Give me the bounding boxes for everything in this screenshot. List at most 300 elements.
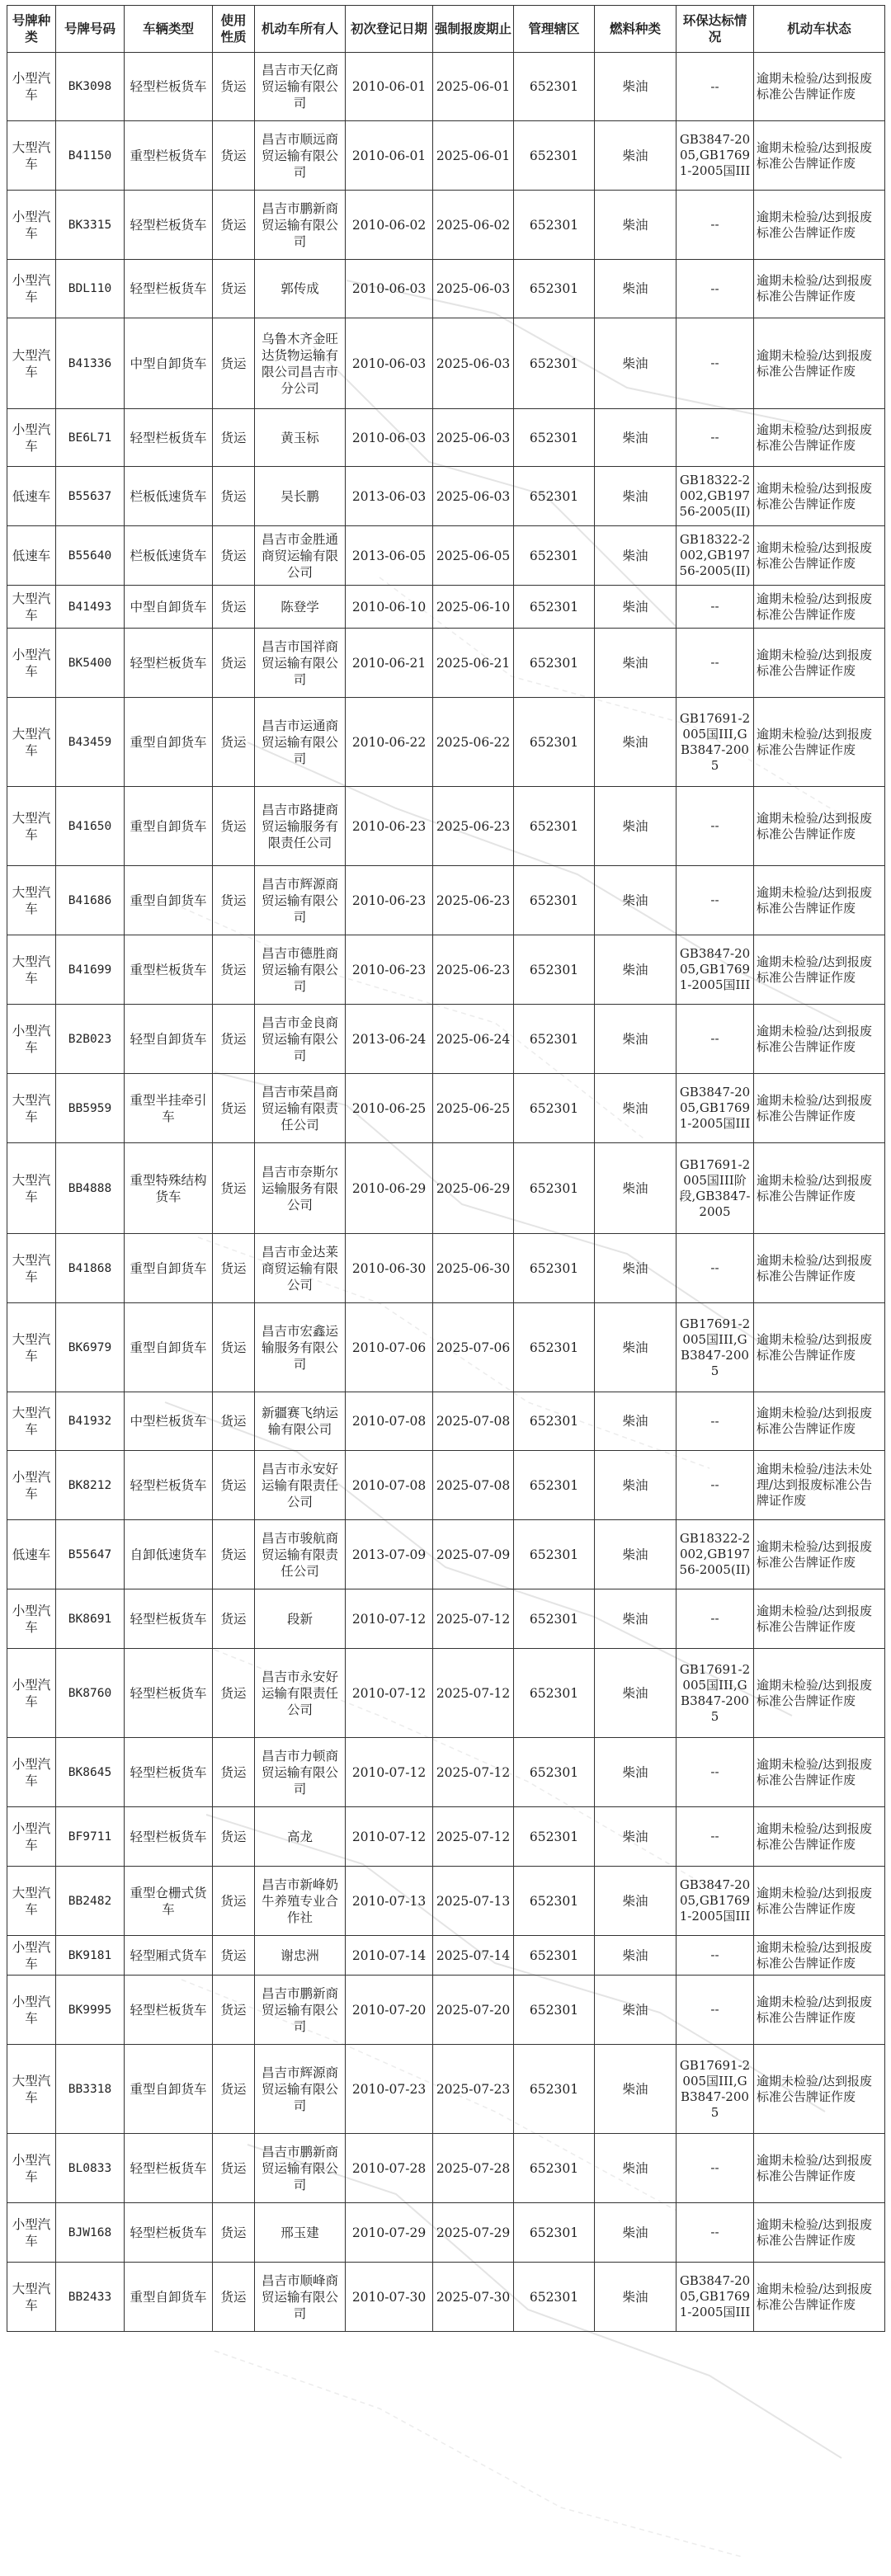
cell-emission-standard: GB17691-2005国III,GB3847-2005 (676, 2045, 754, 2134)
cell-usage: 货运 (213, 191, 255, 260)
cell-fuel-type: 柴油 (595, 1738, 676, 1807)
cell-fuel-type: 柴油 (595, 629, 676, 698)
cell-plate-type: 小型汽车 (7, 1807, 56, 1867)
cell-usage: 货运 (213, 53, 255, 121)
cell-first-registration-date: 2010-07-06 (346, 1303, 433, 1392)
cell-jurisdiction: 652301 (514, 1234, 595, 1303)
cell-jurisdiction: 652301 (514, 629, 595, 698)
cell-scrap-deadline: 2025-06-02 (433, 191, 514, 260)
cell-vehicle-type: 轻型栏板货车 (125, 1976, 213, 2045)
table-row (7, 698, 885, 787)
cell-vehicle-status: 逾期未检验/达到报废标准公告牌证作废 (754, 629, 885, 698)
cell-first-registration-date: 2010-06-23 (346, 935, 433, 1005)
cell-owner: 昌吉市金良商贸运输有限公司 (255, 1005, 346, 1074)
cell-scrap-deadline: 2025-07-08 (433, 1451, 514, 1520)
cell-vehicle-status: 逾期未检验/达到报废标准公告牌证作废 (754, 1303, 885, 1392)
cell-emission-standard: -- (676, 1234, 754, 1303)
cell-plate-number: B41686 (56, 866, 125, 935)
cell-jurisdiction: 652301 (514, 1392, 595, 1451)
cell-fuel-type: 柴油 (595, 935, 676, 1005)
cell-owner: 陈登学 (255, 586, 346, 629)
cell-jurisdiction: 652301 (514, 1738, 595, 1807)
cell-usage: 货运 (213, 2134, 255, 2203)
cell-jurisdiction: 652301 (514, 2263, 595, 2332)
cell-jurisdiction: 652301 (514, 191, 595, 260)
table-row (7, 629, 885, 698)
cell-plate-number: B41150 (56, 121, 125, 191)
cell-plate-number: B41336 (56, 318, 125, 409)
table-row (7, 1234, 885, 1303)
cell-scrap-deadline: 2025-06-30 (433, 1234, 514, 1303)
table-row (7, 1589, 885, 1649)
cell-plate-type: 小型汽车 (7, 260, 56, 318)
cell-usage: 货运 (213, 2203, 255, 2263)
cell-vehicle-status: 逾期未检验/达到报废标准公告牌证作废 (754, 191, 885, 260)
cell-plate-type: 小型汽车 (7, 53, 56, 121)
cell-vehicle-status: 逾期未检验/达到报废标准公告牌证作废 (754, 1936, 885, 1976)
cell-plate-type: 大型汽车 (7, 2045, 56, 2134)
cell-vehicle-type: 重型自卸货车 (125, 866, 213, 935)
table-row (7, 1520, 885, 1589)
cell-plate-number: B43459 (56, 698, 125, 787)
cell-plate-number: BDL110 (56, 260, 125, 318)
cell-plate-type: 大型汽车 (7, 1074, 56, 1143)
cell-jurisdiction: 652301 (514, 260, 595, 318)
cell-emission-standard: GB18322-2002,GB19756-2005(II) (676, 1520, 754, 1589)
cell-owner: 昌吉市永安好运输有限责任公司 (255, 1451, 346, 1520)
cell-plate-number: BK3098 (56, 53, 125, 121)
table-row (7, 866, 885, 935)
cell-jurisdiction: 652301 (514, 698, 595, 787)
table-row (7, 409, 885, 467)
cell-vehicle-status: 逾期未检验/达到报废标准公告牌证作废 (754, 935, 885, 1005)
cell-scrap-deadline: 2025-06-03 (433, 409, 514, 467)
cell-owner: 昌吉市顺峰商贸运输有限公司 (255, 2263, 346, 2332)
cell-vehicle-type: 轻型栏板货车 (125, 1649, 213, 1738)
column-header-emission-standard: 环保达标情况 (676, 6, 754, 53)
cell-jurisdiction: 652301 (514, 787, 595, 866)
cell-vehicle-type: 中型栏板货车 (125, 1392, 213, 1451)
table-row (7, 1143, 885, 1234)
cell-owner: 昌吉市鹏新商贸运输有限公司 (255, 191, 346, 260)
column-header-vehicle-status: 机动车状态 (754, 6, 885, 53)
table-row (7, 586, 885, 629)
table-row (7, 1005, 885, 1074)
cell-plate-type: 大型汽车 (7, 935, 56, 1005)
column-header-vehicle-type: 车辆类型 (125, 6, 213, 53)
cell-vehicle-type: 中型自卸货车 (125, 586, 213, 629)
cell-vehicle-status: 逾期未检验/达到报废标准公告牌证作废 (754, 1976, 885, 2045)
cell-owner: 黄玉标 (255, 409, 346, 467)
cell-emission-standard: GB3847-2005,GB17691-2005国III (676, 935, 754, 1005)
cell-usage: 货运 (213, 1589, 255, 1649)
cell-vehicle-status: 逾期未检验/达到报废标准公告牌证作废 (754, 787, 885, 866)
cell-vehicle-type: 重型自卸货车 (125, 2045, 213, 2134)
cell-vehicle-type: 重型自卸货车 (125, 1234, 213, 1303)
cell-vehicle-status: 逾期未检验/达到报废标准公告牌证作废 (754, 866, 885, 935)
cell-plate-type: 小型汽车 (7, 1738, 56, 1807)
cell-plate-number: BK8760 (56, 1649, 125, 1738)
cell-plate-type: 大型汽车 (7, 698, 56, 787)
cell-usage: 货运 (213, 1807, 255, 1867)
cell-plate-number: BK9181 (56, 1936, 125, 1976)
cell-fuel-type: 柴油 (595, 2263, 676, 2332)
cell-emission-standard: -- (676, 1451, 754, 1520)
cell-usage: 货运 (213, 698, 255, 787)
cell-owner: 昌吉市顺远商贸运输有限公司 (255, 121, 346, 191)
cell-owner: 昌吉市宏鑫运输服务有限公司 (255, 1303, 346, 1392)
cell-vehicle-status: 逾期未检验/达到报废标准公告牌证作废 (754, 2134, 885, 2203)
table-row (7, 191, 885, 260)
cell-emission-standard: -- (676, 787, 754, 866)
cell-fuel-type: 柴油 (595, 1867, 676, 1936)
table-row (7, 1807, 885, 1867)
cell-fuel-type: 柴油 (595, 1074, 676, 1143)
cell-plate-number: BB3318 (56, 2045, 125, 2134)
cell-owner: 昌吉市鹏新商贸运输有限公司 (255, 2134, 346, 2203)
cell-fuel-type: 柴油 (595, 191, 676, 260)
cell-vehicle-type: 轻型栏板货车 (125, 2134, 213, 2203)
cell-emission-standard: -- (676, 318, 754, 409)
cell-first-registration-date: 2010-06-21 (346, 629, 433, 698)
column-header-plate-number: 号牌号码 (56, 6, 125, 53)
cell-plate-type: 大型汽车 (7, 1143, 56, 1234)
table-row (7, 53, 885, 121)
cell-plate-number: B2B023 (56, 1005, 125, 1074)
cell-usage: 货运 (213, 935, 255, 1005)
cell-emission-standard: GB3847-2005,GB17691-2005国III (676, 121, 754, 191)
cell-emission-standard: -- (676, 586, 754, 629)
cell-jurisdiction: 652301 (514, 1143, 595, 1234)
cell-scrap-deadline: 2025-06-03 (433, 260, 514, 318)
cell-plate-type: 大型汽车 (7, 2263, 56, 2332)
cell-vehicle-status: 逾期未检验/达到报废标准公告牌证作废 (754, 2263, 885, 2332)
cell-fuel-type: 柴油 (595, 1392, 676, 1451)
cell-fuel-type: 柴油 (595, 1807, 676, 1867)
cell-plate-number: BK3315 (56, 191, 125, 260)
cell-vehicle-type: 栏板低速货车 (125, 526, 213, 586)
cell-usage: 货运 (213, 1520, 255, 1589)
cell-emission-standard: -- (676, 1589, 754, 1649)
cell-usage: 货运 (213, 1234, 255, 1303)
table-row (7, 1867, 885, 1936)
cell-plate-type: 小型汽车 (7, 1976, 56, 2045)
table-header-row (7, 6, 885, 53)
cell-plate-number: B41650 (56, 787, 125, 866)
cell-scrap-deadline: 2025-06-22 (433, 698, 514, 787)
cell-vehicle-status: 逾期未检验/达到报废标准公告牌证作废 (754, 2045, 885, 2134)
cell-vehicle-status: 逾期未检验/达到报废标准公告牌证作废 (754, 1807, 885, 1867)
cell-vehicle-type: 重型半挂牵引车 (125, 1074, 213, 1143)
cell-first-registration-date: 2013-07-09 (346, 1520, 433, 1589)
cell-jurisdiction: 652301 (514, 2203, 595, 2263)
cell-scrap-deadline: 2025-06-01 (433, 53, 514, 121)
cell-vehicle-type: 中型自卸货车 (125, 318, 213, 409)
cell-fuel-type: 柴油 (595, 409, 676, 467)
cell-first-registration-date: 2010-06-10 (346, 586, 433, 629)
cell-vehicle-type: 轻型栏板货车 (125, 53, 213, 121)
cell-vehicle-type: 重型栏板货车 (125, 935, 213, 1005)
table-row (7, 526, 885, 586)
cell-usage: 货运 (213, 787, 255, 866)
cell-first-registration-date: 2010-06-02 (346, 191, 433, 260)
cell-fuel-type: 柴油 (595, 698, 676, 787)
cell-vehicle-status: 逾期未检验/达到报废标准公告牌证作废 (754, 467, 885, 526)
cell-plate-number: BB2433 (56, 2263, 125, 2332)
cell-owner: 昌吉市荣昌商贸运输有限责任公司 (255, 1074, 346, 1143)
cell-first-registration-date: 2010-07-14 (346, 1936, 433, 1976)
cell-scrap-deadline: 2025-07-12 (433, 1649, 514, 1738)
table-row (7, 1976, 885, 2045)
cell-plate-type: 大型汽车 (7, 1303, 56, 1392)
cell-plate-type: 低速车 (7, 467, 56, 526)
cell-first-registration-date: 2013-06-03 (346, 467, 433, 526)
cell-scrap-deadline: 2025-06-03 (433, 467, 514, 526)
cell-first-registration-date: 2010-06-03 (346, 409, 433, 467)
table-row (7, 2045, 885, 2134)
cell-plate-number: B55640 (56, 526, 125, 586)
cell-vehicle-status: 逾期未检验/达到报废标准公告牌证作废 (754, 1589, 885, 1649)
cell-scrap-deadline: 2025-07-29 (433, 2203, 514, 2263)
cell-owner: 邢玉建 (255, 2203, 346, 2263)
cell-vehicle-type: 轻型栏板货车 (125, 2203, 213, 2263)
cell-emission-standard: -- (676, 1392, 754, 1451)
cell-emission-standard: -- (676, 866, 754, 935)
cell-vehicle-type: 重型自卸货车 (125, 2263, 213, 2332)
cell-emission-standard: -- (676, 2203, 754, 2263)
cell-scrap-deadline: 2025-06-03 (433, 318, 514, 409)
cell-first-registration-date: 2010-07-08 (346, 1392, 433, 1451)
cell-usage: 货运 (213, 1649, 255, 1738)
cell-owner: 昌吉市运通商贸运输有限公司 (255, 698, 346, 787)
cell-jurisdiction: 652301 (514, 1936, 595, 1976)
cell-owner: 吴长鹏 (255, 467, 346, 526)
table-row (7, 935, 885, 1005)
cell-scrap-deadline: 2025-06-29 (433, 1143, 514, 1234)
cell-emission-standard: GB3847-2005,GB17691-2005国III (676, 2263, 754, 2332)
cell-vehicle-type: 轻型栏板货车 (125, 260, 213, 318)
cell-plate-type: 大型汽车 (7, 318, 56, 409)
cell-plate-number: BE6L71 (56, 409, 125, 467)
cell-plate-number: BK6979 (56, 1303, 125, 1392)
cell-vehicle-type: 重型仓栅式货车 (125, 1867, 213, 1936)
cell-first-registration-date: 2010-06-01 (346, 53, 433, 121)
cell-first-registration-date: 2010-07-28 (346, 2134, 433, 2203)
cell-jurisdiction: 652301 (514, 1451, 595, 1520)
cell-jurisdiction: 652301 (514, 1589, 595, 1649)
cell-plate-number: BK5400 (56, 629, 125, 698)
cell-owner: 昌吉市新峰奶牛养殖专业合作社 (255, 1867, 346, 1936)
cell-plate-number: BB5959 (56, 1074, 125, 1143)
cell-plate-type: 大型汽车 (7, 121, 56, 191)
cell-vehicle-type: 轻型自卸货车 (125, 1005, 213, 1074)
cell-scrap-deadline: 2025-06-05 (433, 526, 514, 586)
cell-scrap-deadline: 2025-07-08 (433, 1392, 514, 1451)
cell-plate-number: BK9995 (56, 1976, 125, 2045)
cell-plate-type: 大型汽车 (7, 586, 56, 629)
vehicle-table-sheet (7, 5, 884, 2332)
cell-vehicle-status: 逾期未检验/达到报废标准公告牌证作废 (754, 1392, 885, 1451)
cell-scrap-deadline: 2025-07-14 (433, 1936, 514, 1976)
cell-jurisdiction: 652301 (514, 586, 595, 629)
cell-fuel-type: 柴油 (595, 586, 676, 629)
table-row (7, 318, 885, 409)
cell-fuel-type: 柴油 (595, 1649, 676, 1738)
cell-emission-standard: -- (676, 1738, 754, 1807)
cell-scrap-deadline: 2025-07-06 (433, 1303, 514, 1392)
cell-usage: 货运 (213, 2263, 255, 2332)
cell-usage: 货运 (213, 1303, 255, 1392)
cell-scrap-deadline: 2025-06-23 (433, 866, 514, 935)
column-header-usage: 使用性质 (213, 6, 255, 53)
cell-jurisdiction: 652301 (514, 409, 595, 467)
cell-emission-standard: -- (676, 409, 754, 467)
cell-plate-number: B41699 (56, 935, 125, 1005)
cell-vehicle-status: 逾期未检验/达到报废标准公告牌证作废 (754, 1738, 885, 1807)
cell-usage: 货运 (213, 467, 255, 526)
cell-plate-number: BK8691 (56, 1589, 125, 1649)
cell-plate-type: 小型汽车 (7, 2134, 56, 2203)
cell-fuel-type: 柴油 (595, 787, 676, 866)
table-row (7, 260, 885, 318)
cell-first-registration-date: 2010-07-12 (346, 1807, 433, 1867)
cell-owner: 谢忠洲 (255, 1936, 346, 1976)
cell-first-registration-date: 2010-06-23 (346, 787, 433, 866)
cell-jurisdiction: 652301 (514, 2134, 595, 2203)
cell-owner: 昌吉市力顿商贸运输有限公司 (255, 1738, 346, 1807)
cell-emission-standard: GB3847-2005,GB17691-2005国III (676, 1074, 754, 1143)
cell-fuel-type: 柴油 (595, 1303, 676, 1392)
cell-jurisdiction: 652301 (514, 318, 595, 409)
cell-usage: 货运 (213, 1005, 255, 1074)
cell-vehicle-type: 重型特殊结构货车 (125, 1143, 213, 1234)
column-header-owner: 机动车所有人 (255, 6, 346, 53)
table-row (7, 121, 885, 191)
cell-fuel-type: 柴油 (595, 1520, 676, 1589)
cell-vehicle-status: 逾期未检验/达到报废标准公告牌证作废 (754, 409, 885, 467)
cell-usage: 货运 (213, 2045, 255, 2134)
cell-jurisdiction: 652301 (514, 2045, 595, 2134)
cell-fuel-type: 柴油 (595, 318, 676, 409)
cell-vehicle-type: 轻型栏板货车 (125, 1451, 213, 1520)
cell-emission-standard: -- (676, 629, 754, 698)
cell-owner: 乌鲁木齐金旺达货物运输有限公司昌吉市分公司 (255, 318, 346, 409)
cell-plate-number: BF9711 (56, 1807, 125, 1867)
cell-vehicle-status: 逾期未检验/达到报废标准公告牌证作废 (754, 260, 885, 318)
cell-plate-number: B41493 (56, 586, 125, 629)
table-row (7, 1936, 885, 1976)
cell-jurisdiction: 652301 (514, 1649, 595, 1738)
cell-plate-type: 大型汽车 (7, 866, 56, 935)
cell-vehicle-type: 轻型栏板货车 (125, 1807, 213, 1867)
cell-vehicle-type: 自卸低速货车 (125, 1520, 213, 1589)
cell-vehicle-status: 逾期未检验/达到报废标准公告牌证作废 (754, 121, 885, 191)
cell-owner: 昌吉市天亿商贸运输有限公司 (255, 53, 346, 121)
cell-owner: 昌吉市国祥商贸运输有限公司 (255, 629, 346, 698)
cell-scrap-deadline: 2025-06-24 (433, 1005, 514, 1074)
cell-first-registration-date: 2010-07-12 (346, 1738, 433, 1807)
cell-usage: 货运 (213, 409, 255, 467)
cell-emission-standard: GB17691-2005国III,GB3847-2005 (676, 1649, 754, 1738)
cell-emission-standard: -- (676, 260, 754, 318)
cell-vehicle-status: 逾期未检验/达到报废标准公告牌证作废 (754, 526, 885, 586)
cell-vehicle-status: 逾期未检验/达到报废标准公告牌证作废 (754, 1649, 885, 1738)
cell-jurisdiction: 652301 (514, 1807, 595, 1867)
cell-plate-type: 小型汽车 (7, 1589, 56, 1649)
cell-vehicle-type: 轻型厢式货车 (125, 1936, 213, 1976)
cell-plate-type: 小型汽车 (7, 409, 56, 467)
cell-usage: 货运 (213, 1738, 255, 1807)
cell-vehicle-type: 重型栏板货车 (125, 121, 213, 191)
column-header-fuel-type: 燃料种类 (595, 6, 676, 53)
cell-plate-type: 小型汽车 (7, 1451, 56, 1520)
table-row (7, 1738, 885, 1807)
cell-plate-number: B41868 (56, 1234, 125, 1303)
cell-vehicle-status: 逾期未检验/达到报废标准公告牌证作废 (754, 53, 885, 121)
cell-emission-standard: -- (676, 1807, 754, 1867)
cell-plate-type: 小型汽车 (7, 1005, 56, 1074)
cell-first-registration-date: 2013-06-24 (346, 1005, 433, 1074)
cell-vehicle-type: 重型自卸货车 (125, 787, 213, 866)
cell-usage: 货运 (213, 1074, 255, 1143)
cell-vehicle-status: 逾期未检验/违法未处理/达到报废标准公告牌证作废 (754, 1451, 885, 1520)
cell-scrap-deadline: 2025-07-12 (433, 1589, 514, 1649)
cell-vehicle-type: 栏板低速货车 (125, 467, 213, 526)
cell-usage: 货运 (213, 526, 255, 586)
cell-emission-standard: -- (676, 191, 754, 260)
cell-first-registration-date: 2013-06-05 (346, 526, 433, 586)
cell-plate-number: BB4888 (56, 1143, 125, 1234)
cell-owner: 郭传成 (255, 260, 346, 318)
cell-plate-type: 大型汽车 (7, 1234, 56, 1303)
cell-fuel-type: 柴油 (595, 53, 676, 121)
cell-plate-type: 低速车 (7, 1520, 56, 1589)
table-row (7, 1649, 885, 1738)
cell-plate-type: 大型汽车 (7, 1867, 56, 1936)
cell-first-registration-date: 2010-07-20 (346, 1976, 433, 2045)
cell-usage: 货运 (213, 121, 255, 191)
cell-usage: 货运 (213, 586, 255, 629)
cell-first-registration-date: 2010-07-29 (346, 2203, 433, 2263)
cell-scrap-deadline: 2025-07-30 (433, 2263, 514, 2332)
cell-scrap-deadline: 2025-06-23 (433, 787, 514, 866)
cell-vehicle-status: 逾期未检验/达到报废标准公告牌证作废 (754, 1234, 885, 1303)
table-row (7, 1074, 885, 1143)
cell-owner: 昌吉市辉源商贸运输有限公司 (255, 2045, 346, 2134)
cell-emission-standard: GB3847-2005,GB17691-2005国III (676, 1867, 754, 1936)
cell-emission-standard: -- (676, 1005, 754, 1074)
cell-owner: 昌吉市奈斯尔运输服务有限公司 (255, 1143, 346, 1234)
cell-jurisdiction: 652301 (514, 467, 595, 526)
cell-emission-standard: -- (676, 2134, 754, 2203)
cell-plate-number: B41932 (56, 1392, 125, 1451)
cell-first-registration-date: 2010-06-23 (346, 866, 433, 935)
cell-fuel-type: 柴油 (595, 526, 676, 586)
cell-owner: 昌吉市辉源商贸运输有限公司 (255, 866, 346, 935)
cell-plate-number: BJW168 (56, 2203, 125, 2263)
cell-usage: 货运 (213, 318, 255, 409)
cell-emission-standard: -- (676, 1976, 754, 2045)
table-body (7, 53, 885, 2332)
cell-owner: 高龙 (255, 1807, 346, 1867)
cell-fuel-type: 柴油 (595, 866, 676, 935)
cell-jurisdiction: 652301 (514, 866, 595, 935)
cell-owner: 昌吉市德胜商贸运输有限公司 (255, 935, 346, 1005)
cell-scrap-deadline: 2025-06-21 (433, 629, 514, 698)
cell-vehicle-status: 逾期未检验/达到报废标准公告牌证作废 (754, 1520, 885, 1589)
cell-first-registration-date: 2010-06-22 (346, 698, 433, 787)
table-row (7, 1392, 885, 1451)
